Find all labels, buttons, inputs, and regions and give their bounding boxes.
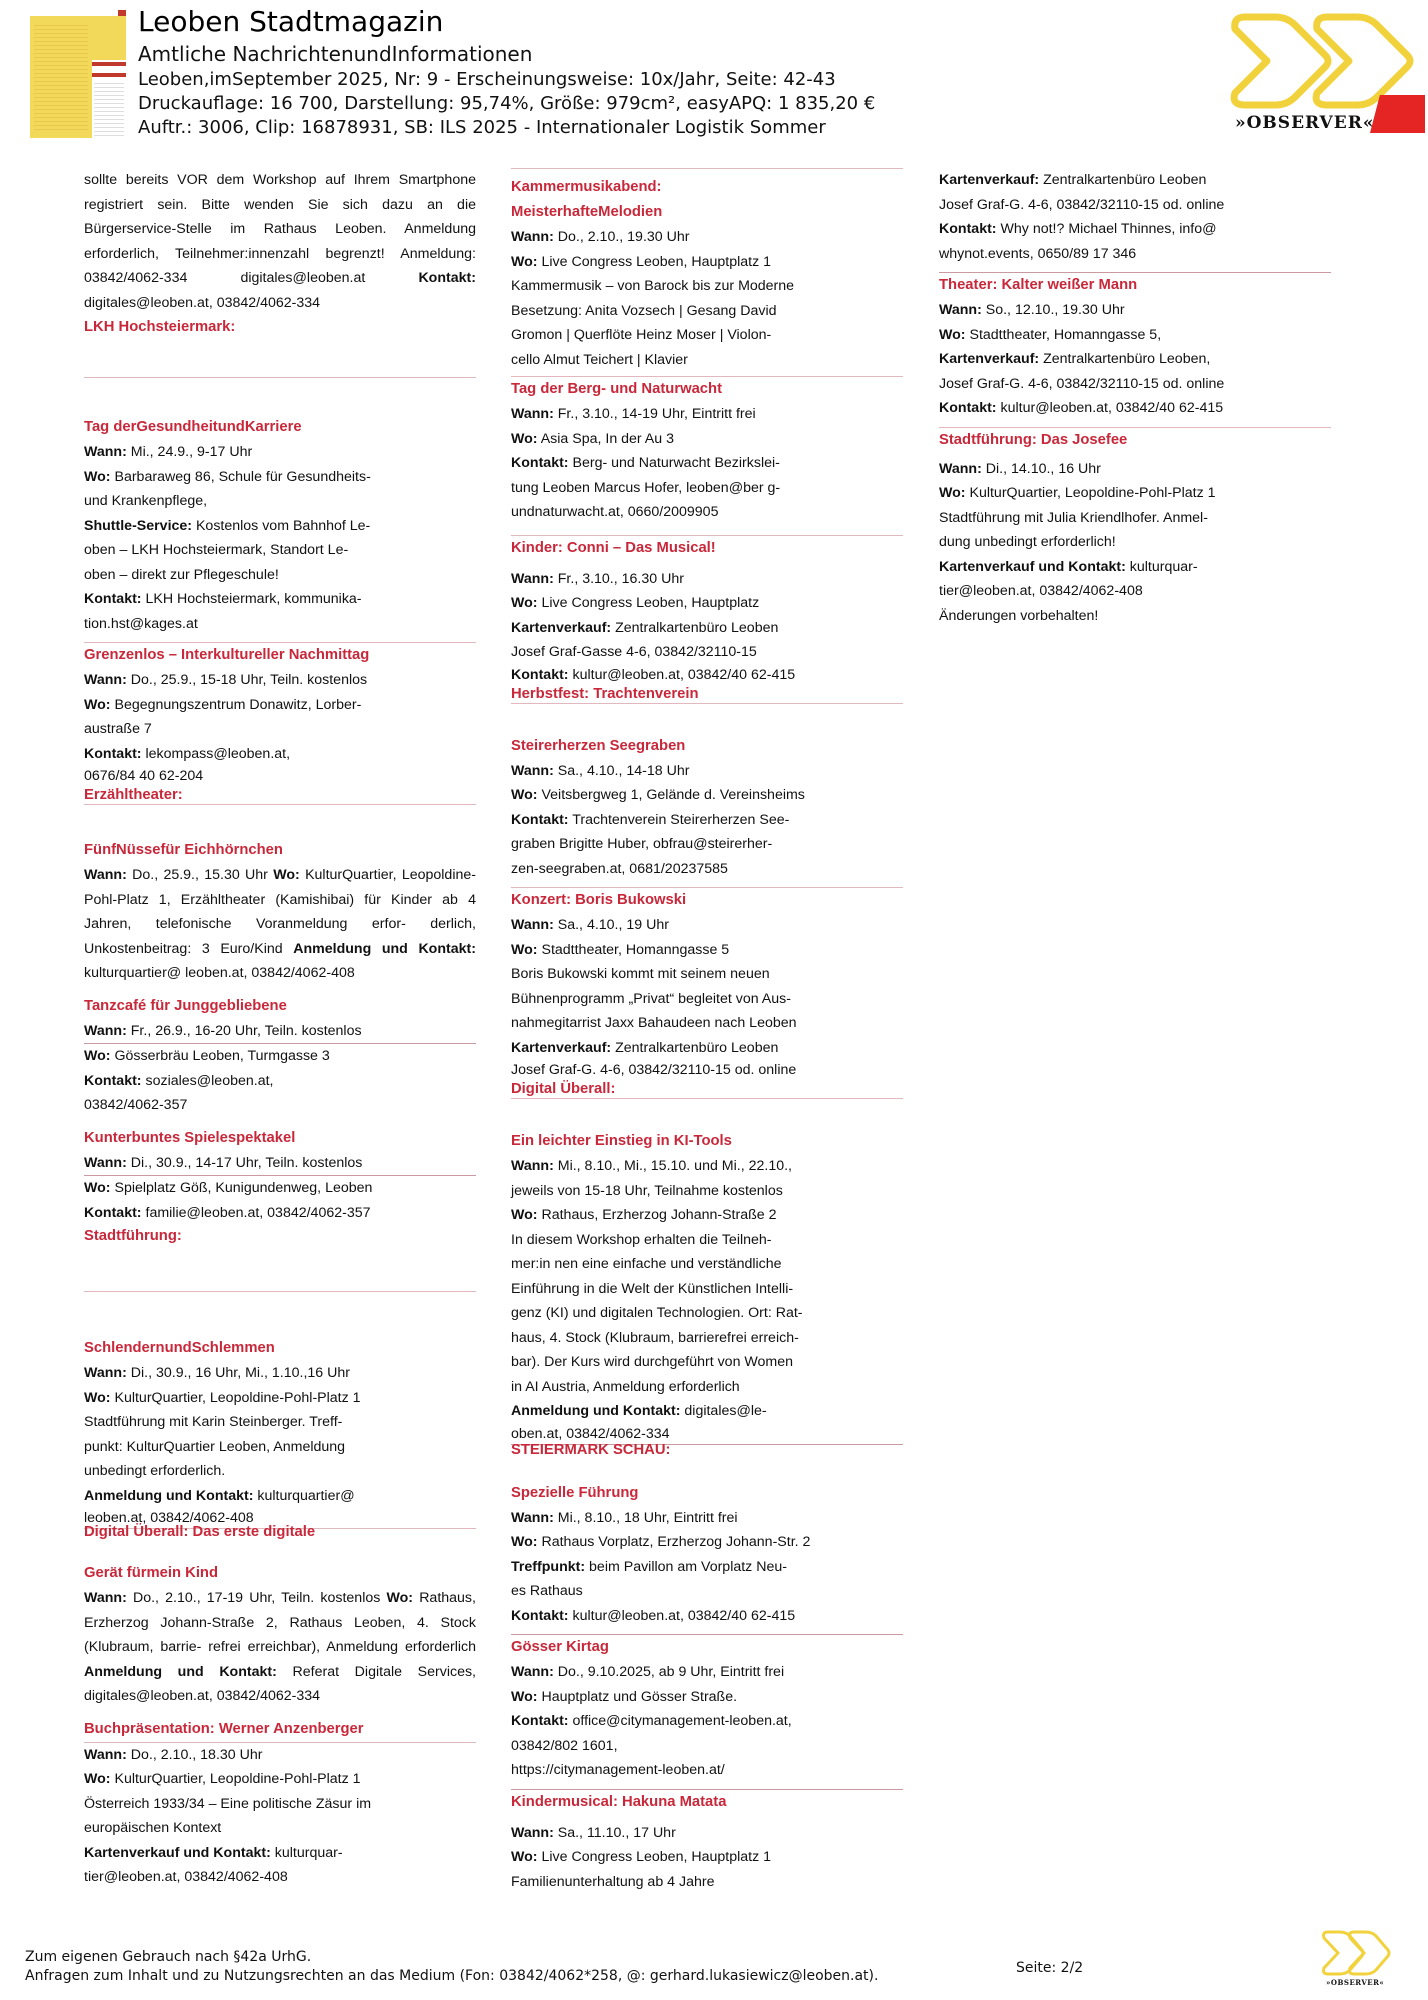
text-line: Josef Graf-G. 4-6, 03842/32110-15 od. online xyxy=(939,196,1225,213)
field-value: Hauptplatz und Gösser Straße. xyxy=(541,1688,738,1705)
section-heading: Digital Überall: Das erste digitale xyxy=(84,1524,316,1540)
section-heading: LKH Hochsteiermark: xyxy=(84,319,236,335)
field-value: Do., 2.10., 18.30 Uhr xyxy=(130,1746,263,1763)
field-label: Kontakt: xyxy=(511,811,569,828)
field-label: Kartenverkauf und Kontakt: xyxy=(84,1844,271,1861)
field-label: Wann: xyxy=(84,1022,127,1039)
field-label: Kontakt: xyxy=(418,270,476,286)
field-value: kultur@leoben.at, 03842/40 62-415 xyxy=(1000,400,1224,416)
field-value: Live Congress Leoben, Hauptplatz xyxy=(541,595,760,611)
field-label: Wo: xyxy=(273,867,300,883)
field-label: Kontakt: xyxy=(511,1713,569,1729)
text-line: leoben.at, 03842/4062-408 xyxy=(84,1510,254,1526)
text-line xyxy=(84,1069,476,1094)
field-label: Wo: xyxy=(511,1849,538,1865)
field-value: Di., 14.10., 16 Uhr xyxy=(985,460,1101,477)
text-line: graben Brigitte Huber, obfrau@steirerher- xyxy=(511,836,773,852)
field-label: Kontakt: xyxy=(511,455,569,471)
field-value: Fr., 3.10., 14-19 Uhr, Eintritt frei xyxy=(557,406,756,422)
section-heading: Erzähltheater: xyxy=(84,787,183,803)
text-line xyxy=(511,1604,903,1629)
field-label: Wo: xyxy=(84,1048,111,1064)
event-title: Gösser Kirtag xyxy=(511,1639,609,1655)
text-line xyxy=(84,1151,476,1176)
text-line: In diesem Workshop erhalten die Teilneh- xyxy=(511,1231,772,1248)
text-line xyxy=(511,783,903,808)
field-label: Wann: xyxy=(84,672,127,688)
field-value: lekompass@leoben.at, xyxy=(145,745,291,762)
field-label: Wann: xyxy=(511,570,554,587)
event-continued xyxy=(939,168,1331,266)
text-line: bar). Der Kurs wird durchgeführt von Women xyxy=(511,1354,794,1370)
field-label: Wann: xyxy=(511,406,554,422)
field-label: Kartenverkauf: xyxy=(939,351,1040,367)
text-line xyxy=(511,451,903,476)
event-bukowski xyxy=(511,888,903,1080)
clip-header xyxy=(138,4,875,140)
event-grenzenlos xyxy=(84,643,476,786)
section-heading: Stadtführung: xyxy=(84,1228,182,1244)
field-value: Mi., 8.10., Mi., 15.10. und Mi., 22.10., xyxy=(557,1158,792,1174)
text-line xyxy=(939,555,1331,580)
field-label: Kontakt: xyxy=(84,1072,142,1089)
section-heading: Digital Überall: xyxy=(511,1081,616,1097)
field-value: Sa., 4.10., 14-18 Uhr xyxy=(557,762,690,779)
text-line: oben.at, 03842/4062-334 xyxy=(511,1425,670,1442)
field-label: Treffpunkt: xyxy=(511,1558,586,1575)
text-line: tier@leoben.at, 03842/4062-408 xyxy=(84,1869,288,1885)
text-line: zen-seegraben.at, 0681/20237585 xyxy=(511,860,728,877)
text-line xyxy=(939,396,1331,421)
field-value: Rathaus, Erzherzog Johann-Straße 2 xyxy=(541,1207,777,1223)
text-line: oben – direkt zur Pflegeschule! xyxy=(84,566,279,583)
field-value: soziales@leoben.at, xyxy=(145,1072,274,1089)
field-label: Wo: xyxy=(386,1590,414,1606)
section-heading: Herbstfest: Trachtenverein xyxy=(511,685,699,702)
field-value: kultur@leoben.at, 03842/40 62-415 xyxy=(572,666,796,683)
text-line xyxy=(84,1841,476,1866)
field-value: KulturQuartier, Leopoldine-Pohl-Platz 1 xyxy=(969,485,1216,501)
event-title: Tag der Berg- und Naturwacht xyxy=(511,381,723,397)
text-line xyxy=(84,668,476,693)
field-label: Wo: xyxy=(84,1389,111,1406)
text-line xyxy=(511,1506,903,1531)
section-heading: STEIERMARK SCHAU: xyxy=(511,1441,671,1458)
text-line: Bühnenprogramm „Privat“ begleitet von Aus- xyxy=(511,990,791,1007)
event-geraet xyxy=(84,1561,476,1709)
field-value: familie@leoben.at, 03842/4062-357 xyxy=(145,1204,371,1221)
field-label: Wo: xyxy=(511,1207,538,1223)
field-value: Kostenlos vom Bahnhof Le- xyxy=(195,517,371,534)
field-value: office@citymanagement-leoben.at, xyxy=(572,1713,792,1729)
text-line xyxy=(84,1743,476,1768)
field-value: Veitsbergweg 1, Gelände d. Vereinsheims xyxy=(541,787,805,803)
field-label: Kontakt: xyxy=(84,591,142,607)
event-josefee xyxy=(939,428,1331,629)
text-line: Österreich 1933/34 – Eine politische Zäsur im xyxy=(84,1795,372,1812)
text-line xyxy=(84,587,476,612)
field-label: Wann: xyxy=(84,1365,127,1381)
field-value: Why not!? Michael Thinnes, info@ xyxy=(1000,221,1217,237)
text-line: cello Almut Teichert | Klavier xyxy=(511,351,688,368)
field-value: Sa., 4.10., 19 Uhr xyxy=(557,917,669,933)
field-label: Wann: xyxy=(939,460,982,477)
field-label: Wo: xyxy=(511,430,538,447)
observer-logo xyxy=(1215,5,1425,135)
text-line xyxy=(511,1399,903,1424)
field-value: Do., 2.10., 19.30 Uhr xyxy=(557,229,690,245)
field-value: Do., 25.9., 15-18 Uhr, Teiln. kostenlos xyxy=(130,672,368,688)
field-value: Fr., 26.9., 16-20 Uhr, Teiln. kostenlos xyxy=(130,1022,362,1039)
field-label: Kontakt: xyxy=(939,400,997,416)
event-berg xyxy=(511,377,903,525)
field-label: Wann: xyxy=(511,1509,554,1526)
text-line xyxy=(939,168,1331,193)
text-line: nahmegitarrist Jaxx Bahaudeen nach Leoben xyxy=(511,1015,797,1031)
field-label: Wann: xyxy=(511,1158,554,1174)
text-line: 03842/4062-357 xyxy=(84,1097,188,1113)
text-line xyxy=(511,913,903,938)
event-title: FünfNüssefür Eichhörnchen xyxy=(84,842,283,858)
field-label: Wann: xyxy=(84,1746,127,1763)
event-title: Kammermusikabend: xyxy=(511,179,662,195)
text-line xyxy=(511,1685,903,1710)
text-line xyxy=(511,1660,903,1685)
field-label: Wann: xyxy=(511,917,554,933)
text-line: haus, 4. Stock (Klubraum, barrierefrei erreich- xyxy=(511,1329,799,1346)
text-line: dung unbedingt erforderlich! xyxy=(939,534,1116,550)
text-line: Einführung in die Welt der Künstlichen Intelli- xyxy=(511,1280,794,1297)
field-label: Wann: xyxy=(84,444,127,460)
text-line xyxy=(939,347,1331,372)
text-line: Josef Graf-G. 4-6, 03842/32110-15 od. online xyxy=(939,375,1225,392)
text-line: austraße 7 xyxy=(84,721,152,737)
field-label: Wo: xyxy=(511,787,538,803)
field-label: Kontakt: xyxy=(939,221,997,237)
text-line: unbedingt erforderlich. xyxy=(84,1463,226,1479)
text-line xyxy=(511,1036,903,1061)
field-value: LKH Hochsteiermark, kommunika- xyxy=(145,591,362,607)
intro-contact: digitales@leoben.at, 03842/4062-334 xyxy=(84,294,321,311)
text-line xyxy=(84,1386,476,1411)
text-line xyxy=(939,457,1331,482)
text-line: mer:in nen eine einfache und verständliche xyxy=(511,1256,782,1272)
text-line: 03842/802 1601, xyxy=(511,1737,618,1754)
field-label: Wo: xyxy=(511,253,538,270)
event-seegraben xyxy=(511,734,903,882)
field-label: Wann: xyxy=(84,1590,127,1606)
event-title: Ein leichter Einstieg in KI-Tools xyxy=(511,1133,732,1149)
event-spiele xyxy=(84,1126,476,1226)
field-value: Live Congress Leoben, Hauptplatz 1 xyxy=(541,253,771,270)
event-title: Steirerherzen Seegraben xyxy=(511,737,686,754)
publication-title: Leoben Stadtmagazin xyxy=(138,5,444,38)
field-label: Wo: xyxy=(511,595,538,611)
copyright-footer xyxy=(25,1948,878,1986)
field-value: Barbaraweg 86, Schule für Gesundheits- xyxy=(114,468,371,485)
text-line: in AI Austria, Anmeldung erforderlich xyxy=(511,1378,740,1395)
field-value: kulturquar- xyxy=(274,1844,343,1861)
text-line: tung Leoben Marcus Hofer, leoben@ber g- xyxy=(511,479,781,496)
text-line xyxy=(511,1709,903,1734)
contact-note: Anfragen zum Inhalt und zu Nutzungsrechten an das Medium (Fon: 03842/4062*258, @: gerhard.lukasiewicz@leoben.at). xyxy=(25,1968,879,1984)
event-kirtag xyxy=(511,1635,903,1783)
text-line xyxy=(84,1176,476,1201)
event-tanzcafe xyxy=(84,994,476,1118)
event-hakuna-matata xyxy=(511,1790,903,1895)
field-value: Sa., 11.10., 17 Uhr xyxy=(557,1824,676,1841)
text-line: es Rathaus xyxy=(511,1583,583,1599)
text-line xyxy=(84,465,476,490)
field-value: Mi., 24.9., 9-17 Uhr xyxy=(130,444,253,460)
field-label: Anmeldung und Kontakt: xyxy=(84,1663,277,1680)
text-line xyxy=(511,427,903,452)
field-label: Wo: xyxy=(939,485,966,501)
text-line xyxy=(939,323,1331,348)
intro-text xyxy=(84,168,476,291)
text-line: Stadtführung mit Karin Steinberger. Treff- xyxy=(84,1414,343,1430)
text-line xyxy=(84,1361,476,1386)
field-value: Zentralkartenbüro Leoben xyxy=(1043,172,1207,188)
publication-subtitle: Amtliche NachrichtenundInformationen xyxy=(138,42,533,66)
double-chevron-icon xyxy=(1318,1928,1398,1978)
field-value: kulturquartier@ xyxy=(257,1487,355,1504)
field-value: Asia Spa, In der Au 3 xyxy=(540,430,674,447)
text-line xyxy=(511,1555,903,1580)
field-label: Kontakt: xyxy=(511,666,569,683)
field-value: Spielplatz Göß, Kunigundenweg, Leoben xyxy=(114,1180,373,1196)
field-label: Wann: xyxy=(939,302,982,318)
text-line: 0676/84 40 62-204 xyxy=(84,768,204,784)
event-title: Tag derGesundheitundKarriere xyxy=(84,419,302,435)
text-line xyxy=(939,217,1331,242)
field-value: KulturQuartier, Leopoldine-Pohl-Platz 1, Erzähltheater (Kamishibai) für Kinder ab 4 Jahren, telefonische Voranmeldung erfor- derlich, Unkostenbeitrag: 3 Euro/Kind xyxy=(84,867,476,957)
field-label: Wo: xyxy=(939,326,966,343)
text-line xyxy=(84,1044,476,1069)
field-label: Wo: xyxy=(84,468,111,485)
text-line: undnaturwacht.at, 0660/2009905 xyxy=(511,504,719,520)
field-value: KulturQuartier, Leopoldine-Pohl-Platz 1 xyxy=(114,1771,361,1787)
column-1 xyxy=(84,168,476,1890)
text-line: europäischen Kontext xyxy=(84,1820,222,1836)
publication-meta-1: Leoben,imSeptember 2025, Nr: 9 - Erscheinungsweise: 10x/Jahr, Seite: 42-43 xyxy=(138,69,836,90)
field-value: Do., 25.9., 15.30 Uhr xyxy=(132,867,268,883)
field-label: Kontakt: xyxy=(84,745,142,762)
text-line: genz (KI) und digitalen Technologien. Ort: Rat- xyxy=(511,1305,803,1321)
text-line xyxy=(84,440,476,465)
text-line xyxy=(511,1845,903,1870)
text-line xyxy=(511,1821,903,1846)
text-line: Gromon | Querflöte Heinz Moser | Violon- xyxy=(511,327,772,343)
text-line xyxy=(939,481,1331,506)
event-title: Buchpräsentation: Werner Anzenberger xyxy=(84,1720,364,1737)
text-line xyxy=(84,863,476,986)
field-label: Wann: xyxy=(84,1154,127,1171)
column-3 xyxy=(939,168,1331,628)
publication-meta-3: Auftr.: 3006, Clip: 16878931, SB: ILS 2025 - Internationaler Logistik Sommer xyxy=(138,117,826,138)
text-line: Kammermusik – von Barock bis zur Moderne xyxy=(511,278,795,294)
text-line xyxy=(84,1767,476,1792)
event-gesundheit xyxy=(84,415,476,636)
text-line: tion.hst@kages.at xyxy=(84,615,198,632)
text-line xyxy=(511,1154,903,1179)
event-title: Gerät fürmein Kind xyxy=(84,1565,219,1581)
field-label: Wo: xyxy=(511,941,538,958)
text-line: Stadtführung mit Julia Kriendlhofer. Anmel- xyxy=(939,509,1208,526)
field-label: Kartenverkauf und Kontakt: xyxy=(939,558,1126,575)
field-value: Zentralkartenbüro Leoben xyxy=(615,619,779,636)
field-value: Rathaus, Erzherzog Johann-Straße 2, Rathaus Leoben, 4. Stock (Klubraum, barrie- refrei erreichbar), Anmeldung erforderlich xyxy=(84,1590,476,1655)
field-value: Referat Digitale Services, digitales@leoben.at, 03842/4062-334 xyxy=(84,1663,476,1704)
field-label: Wo: xyxy=(84,696,111,713)
text-line: tier@leoben.at, 03842/4062-408 xyxy=(939,583,1143,599)
field-value: kulturquar- xyxy=(1129,558,1198,575)
event-schlendern xyxy=(84,1336,476,1528)
event-ki-tools xyxy=(511,1129,903,1444)
field-label: Wo: xyxy=(84,1771,111,1787)
text-line: oben – LKH Hochsteiermark, Standort Le- xyxy=(84,542,349,558)
field-value: KulturQuartier, Leopoldine-Pohl-Platz 1 xyxy=(114,1389,361,1406)
text-line xyxy=(939,298,1331,323)
field-value: Begegnungszentrum Donawitz, Lorber- xyxy=(114,696,362,713)
event-buch xyxy=(84,1717,476,1890)
field-value: Fr., 3.10., 16.30 Uhr xyxy=(557,570,684,587)
field-value: kultur@leoben.at, 03842/40 62-415 xyxy=(572,1607,796,1624)
field-label: Anmeldung und Kontakt: xyxy=(84,1487,254,1504)
text-line xyxy=(511,402,903,427)
field-value: Do., 2.10., 17-19 Uhr, Teiln. kostenlos xyxy=(132,1590,381,1606)
field-value: Do., 9.10.2025, ab 9 Uhr, Eintritt frei xyxy=(557,1664,785,1680)
text-line xyxy=(511,808,903,833)
text-line xyxy=(511,1530,903,1555)
text-line xyxy=(511,1203,903,1228)
event-title: Stadtführung: Das Josefee xyxy=(939,431,1128,448)
publication-meta-2: Druckauflage: 16 700, Darstellung: 95,74%, Größe: 979cm², easyAPQ: 1 835,20 € xyxy=(138,93,876,114)
text-line: und Krankenpflege, xyxy=(84,493,208,509)
text-line xyxy=(84,693,476,718)
event-title-2: MeisterhafteMelodien xyxy=(511,204,663,220)
field-value: sollte bereits VOR dem Workshop auf Ihrem Smartphone registriert sein. Bitte wenden Sie sich dazu an die Bürgerservice-Stelle im Rathaus Leoben. Anmeldung erforderlich, Teilnehmer:innenzahl begrenzt! Anmeldung: 03842/4062-334 digitales@leoben.at xyxy=(84,172,476,286)
text-line xyxy=(511,567,903,592)
field-label: Anmeldung und Kontakt: xyxy=(511,1403,681,1419)
text-line: Josef Graf-G. 4-6, 03842/32110-15 od. online xyxy=(511,1062,797,1078)
text-line: jeweils von 15-18 Uhr, Teilnahme kostenlos xyxy=(511,1182,783,1199)
field-value: Stadttheater, Homanngasse 5, xyxy=(969,326,1162,343)
text-line xyxy=(84,1201,476,1226)
field-value: Mi., 8.10., 18 Uhr, Eintritt frei xyxy=(557,1509,738,1526)
field-label: Shuttle-Service: xyxy=(84,517,193,534)
field-label: Anmeldung und Kontakt: xyxy=(293,940,476,957)
text-line xyxy=(511,225,903,250)
page-thumbnail xyxy=(30,10,126,138)
field-value: Di., 30.9., 14-17 Uhr, Teiln. kostenlos xyxy=(130,1154,363,1171)
field-label: Wann: xyxy=(84,867,127,883)
event-title: Kinder: Conni – Das Musical! xyxy=(511,539,716,556)
field-label: Wo: xyxy=(84,1180,111,1196)
field-label: Wo: xyxy=(511,1534,538,1550)
field-value: Zentralkartenbüro Leoben, xyxy=(1043,351,1211,367)
column-2 xyxy=(511,168,903,1894)
field-label: Kartenverkauf: xyxy=(511,1039,612,1056)
text-line xyxy=(84,1019,476,1044)
event-title: Konzert: Boris Bukowski xyxy=(511,892,687,908)
text-line: whynot.events, 0650/89 17 346 xyxy=(939,245,1137,262)
event-title: Kindermusical: Hakuna Matata xyxy=(511,1793,727,1810)
field-value: Di., 30.9., 16 Uhr, Mi., 1.10.,16 Uhr xyxy=(130,1365,350,1381)
text-line xyxy=(84,514,476,539)
field-value: Stadttheater, Homanngasse 5 xyxy=(541,941,730,958)
text-line xyxy=(511,759,903,784)
text-line xyxy=(84,1586,476,1709)
event-title: Grenzenlos – Interkultureller Nachmittag xyxy=(84,647,370,663)
event-spezielle-fuehrung xyxy=(511,1481,903,1629)
field-label: Wann: xyxy=(511,1664,554,1680)
text-line: https://citymanagement-leoben.at/ xyxy=(511,1762,725,1778)
changes-note: Änderungen vorbehalten! xyxy=(939,607,1099,624)
event-conni xyxy=(511,536,903,685)
field-value: Zentralkartenbüro Leoben xyxy=(615,1039,779,1056)
event-theater xyxy=(939,273,1331,421)
text-line xyxy=(511,616,903,641)
text-line: Familienunterhaltung ab 4 Jahre xyxy=(511,1873,715,1890)
text-line: punkt: KulturQuartier Leoben, Anmeldung xyxy=(84,1438,346,1455)
event-title: Tanzcafé für Junggebliebene xyxy=(84,997,287,1014)
field-value: beim Pavillon am Vorplatz Neu- xyxy=(589,1558,787,1575)
footer-observer-logo xyxy=(1318,1928,1398,1990)
field-value: kulturquartier@ leoben.at, 03842/4062-408 xyxy=(84,965,355,981)
field-value: So., 12.10., 19.30 Uhr xyxy=(985,302,1125,318)
field-label: Wann: xyxy=(511,229,554,245)
field-label: Wann: xyxy=(511,1824,554,1841)
event-title: Theater: Kalter weißer Mann xyxy=(939,277,1138,293)
text-line: Boris Bukowski kommt mit seinem neuen xyxy=(511,966,770,982)
text-line xyxy=(511,250,903,275)
field-value: digitales@le- xyxy=(684,1403,767,1419)
field-value: Rathaus Vorplatz, Erzherzog Johann-Str. 2 xyxy=(541,1534,811,1550)
field-value: Trachtenverein Steirerherzen See- xyxy=(572,811,790,828)
field-label: Wo: xyxy=(511,1688,538,1705)
usage-note: Zum eigenen Gebrauch nach §42a UrhG. xyxy=(25,1949,312,1965)
field-label: Kartenverkauf: xyxy=(511,619,612,636)
page-number: Seite: 2/2 xyxy=(1016,1960,1084,1976)
text-line xyxy=(511,591,903,616)
field-value: Berg- und Naturwacht Bezirkslei- xyxy=(572,455,780,471)
event-title: SchlendernundSchlemmen xyxy=(84,1340,275,1356)
logo-wordmark: »OBSERVER« xyxy=(1235,113,1375,133)
text-line xyxy=(84,1484,476,1509)
logo-wordmark: »OBSERVER« xyxy=(1326,1978,1385,1987)
event-kammermusik xyxy=(511,175,903,372)
field-label: Kontakt: xyxy=(511,1607,569,1624)
field-value: Gösserbräu Leoben, Turmgasse 3 xyxy=(114,1048,330,1064)
text-line xyxy=(511,938,903,963)
event-nuesse xyxy=(84,838,476,986)
field-label: Kontakt: xyxy=(84,1204,142,1221)
text-line: Besetzung: Anita Vozsech | Gesang David xyxy=(511,302,777,319)
field-value: Live Congress Leoben, Hauptplatz 1 xyxy=(541,1849,771,1865)
text-line xyxy=(511,665,903,685)
event-title: Spezielle Führung xyxy=(511,1484,639,1501)
field-label: Kartenverkauf: xyxy=(939,172,1040,188)
field-label: Wann: xyxy=(511,762,554,779)
event-title: Kunterbuntes Spielespektakel xyxy=(84,1129,296,1146)
text-line: Josef Graf-Gasse 4-6, 03842/32110-15 xyxy=(511,644,757,660)
text-line xyxy=(84,742,476,767)
